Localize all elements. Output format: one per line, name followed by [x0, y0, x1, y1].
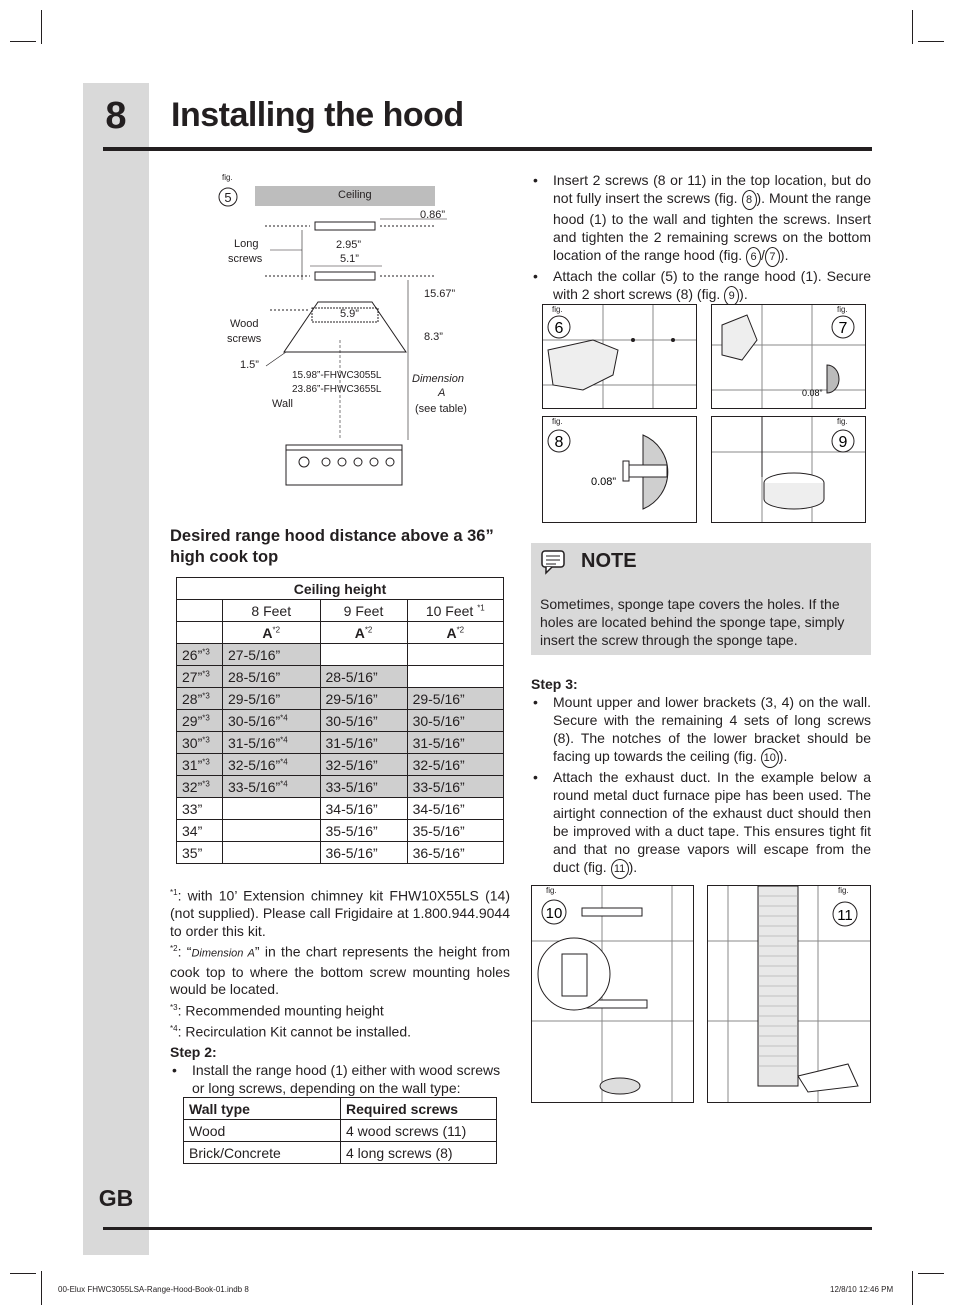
figure-10: fig. 10 [531, 885, 694, 1103]
ceiling-height-caption: Ceiling height [177, 578, 504, 600]
figure-11: fig. 11 [707, 885, 871, 1103]
figure-8: fig. 8 0.08” [542, 416, 697, 523]
figure-7: fig. 7 0.08” [711, 304, 866, 409]
range-table-cell: 36-5/16” [407, 842, 503, 864]
svg-text:7: 7 [838, 320, 848, 337]
note-box [531, 543, 871, 655]
dim-59: 5.9” [340, 308, 359, 320]
range-table-cell: 28”$^{*3}$ [177, 688, 223, 710]
step-3-title: Step 3: [531, 676, 578, 692]
range-table-row [177, 732, 504, 754]
range-table-cell: 31-5/16” [407, 732, 503, 754]
svg-text:9: 9 [838, 434, 848, 451]
dim-83: 8.3” [424, 331, 443, 343]
step-2 [170, 1043, 510, 1097]
step-3 [531, 675, 871, 879]
crop-mark [912, 1271, 913, 1305]
range-table-heading: Desired range hood distance above a 36” high cook top [170, 527, 494, 566]
range-table-row [177, 666, 504, 688]
dimension-label-1: Dimension [412, 373, 464, 385]
footer-rule [103, 1227, 872, 1230]
range-table-cell: 33-5/16” [407, 776, 503, 798]
page-sidebar [83, 83, 149, 1255]
range-table-cell: 35-5/16” [320, 820, 407, 842]
page-title: Installing the hood [171, 96, 464, 134]
crop-mark [10, 41, 36, 42]
wood-screws-label-2: screws [227, 333, 262, 345]
range-table-row [177, 798, 504, 820]
range-table-cell: 33-5/16”$^{*4}$ [223, 776, 321, 798]
range-table-row [177, 754, 504, 776]
footnote-2: $^{*2}$: “Dimension A” in the chart represents the height from cook top to where the bottom screw mounting holes would be located. [170, 944, 511, 998]
range-table-row [177, 710, 504, 732]
range-table-cell: 30”$^{*3}$ [177, 732, 223, 754]
range-table-cell: 30-5/16”$^{*4}$ [223, 710, 321, 732]
range-table-cell: 34” [177, 820, 223, 842]
col-8-feet: 8 Feet [223, 600, 321, 622]
range-table-cell: 29-5/16” [223, 688, 321, 710]
svg-text:8: 8 [554, 434, 564, 451]
long-screws-label-1: Long [234, 238, 259, 250]
chapter-number: 8 [105, 95, 127, 137]
range-table-cell [407, 666, 503, 688]
crop-mark [912, 10, 913, 44]
svg-text:0.08”: 0.08” [591, 476, 617, 488]
range-table-cell: 35” [177, 842, 223, 864]
figure-9: fig. 9 [711, 416, 866, 523]
fig-label: fig. [222, 173, 233, 182]
range-table-cell: 30-5/16” [407, 710, 503, 732]
svg-text:6: 6 [554, 320, 564, 337]
fig-number: 5 [224, 190, 232, 205]
bullet-insert-screws: • Insert 2 screws (8 or 11) in the top location, but do not fully insert the screws (fig. 8 ). Mount the range hood (1) to the wall and tighten the screws. Insert and tighten the 2 remaining screws on the bottom location of the range hood (fig. 6 / 7 ). [531, 171, 871, 267]
range-table-row [177, 776, 504, 798]
dim-15: 1.5” [240, 359, 259, 371]
svg-text:0.08”: 0.08” [802, 388, 823, 398]
range-table-cell [223, 820, 321, 842]
see-table-label: (see table) [415, 403, 467, 415]
right-top-bullets [531, 171, 871, 306]
range-table-cell: 34-5/16” [407, 798, 503, 820]
range-table-cell: 33-5/16” [320, 776, 407, 798]
range-table-cell: 32-5/16”$^{*4}$ [223, 754, 321, 776]
range-table-row [177, 842, 504, 864]
note-title: NOTE [581, 550, 637, 572]
range-table-cell: 31”$^{*3}$ [177, 754, 223, 776]
range-table-cell: 31-5/16” [320, 732, 407, 754]
range-table-cell: 35-5/16” [407, 820, 503, 842]
range-table-cell: 27”$^{*3}$ [177, 666, 223, 688]
footer-file: 00-Elux FHWC3055LSA-Range-Hood-Book-01.indb 8 [58, 1285, 249, 1294]
range-table-cell: 28-5/16” [223, 666, 321, 688]
wood-screws-label-1: Wood [230, 318, 259, 330]
footer-date: 12/8/10 12:46 PM [830, 1285, 894, 1294]
range-table-cell: 31-5/16”$^{*4}$ [223, 732, 321, 754]
range-table-cell: 33” [177, 798, 223, 820]
range-table-cell [320, 644, 407, 666]
dim-086: 0.86” [420, 209, 446, 221]
note-icon [540, 549, 568, 575]
crop-mark [41, 10, 42, 44]
long-screws-label-2: screws [228, 253, 263, 265]
col-9-feet: 9 Feet [320, 600, 407, 622]
range-table-cell: 36-5/16” [320, 842, 407, 864]
range-table-cell: 29”$^{*3}$ [177, 710, 223, 732]
model-1: 15.98”-FHWC3055L [292, 370, 382, 381]
footnote-1: $^{*1}$: with 10’ Extension chimney kit FHW10X55LS (14) (not supplied). Please call Frigidaire at 1.800.944.9044 to order this kit. [170, 887, 510, 939]
dim-1567: 15.67” [424, 288, 456, 300]
step-2-bullet: • Install the range hood (1) either with wood screws or long screws, depending on the wall type: [170, 1061, 510, 1097]
crop-mark [918, 1273, 944, 1274]
note-body: Sometimes, sponge tape covers the holes. If the holes are located behind the sponge tape, simply insert the screw through the sponge tape. [540, 596, 845, 648]
dimension-label-2: A [438, 387, 446, 399]
range-table-cell: 29-5/16” [320, 688, 407, 710]
range-table-cell: 27-5/16” [223, 644, 321, 666]
dim-51: 5.1” [340, 253, 359, 265]
header-rule [103, 147, 872, 151]
footnote-4: $^{*4}$: Recirculation Kit cannot be installed. [170, 1023, 412, 1040]
range-table-cell: 32-5/16” [407, 754, 503, 776]
svg-text:11: 11 [837, 907, 853, 924]
range-table-cell: 32-5/16” [320, 754, 407, 776]
range-table-row [177, 644, 504, 666]
range-table-cell: 28-5/16” [320, 666, 407, 688]
range-table-cell [223, 842, 321, 864]
figure-6: fig. 6 [542, 304, 697, 409]
range-height-table: Ceiling height 8 Feet 9 Feet 10 Feet $^{*1}$ $A^{*2}$ $A^{*2}$ $A^{*2}$ 26”$^{*3}$ 27-5/16” 27”$^{*3}$ 28-5/16” 28-5/16” 28”$^{*3}$ 29-5/16” 29-5/16” 29-5/16” 29”$^{*3}$ 30-5/16”$^{*4}$ 30-5/16” 30-5/16” 30”$^{*3}$ 31-5/16”$^{*4}$ 31-5/16” 31-5/16” 31”$^{*3}$ 32-5/16”$^{*4}$ 32-5/16” 32-5/16” 32”$^{*3}$ 33-5/16”$^{*4}$ 33-5/16” 33-5/16” 33” 34-5/16” 34-5/16” 34” 35-5/16” 35-5/16” 35” 36-5/16” 36-5/16” [176, 577, 504, 864]
bullet-attach-collar: • Attach the collar (5) to the range hood (1). Secure with 2 short screws (8) (fig. 9 ). [531, 267, 871, 306]
range-table-cell: 30-5/16” [320, 710, 407, 732]
lower-bracket [315, 272, 375, 280]
upper-bracket [315, 222, 375, 230]
range-table-row [177, 688, 504, 710]
crop-mark [918, 41, 944, 42]
wall-type-table: Wall type Required screws Wood 4 wood screws (11) Brick/Concrete 4 long screws (8) [183, 1097, 497, 1164]
range-table-cell: 32”$^{*3}$ [177, 776, 223, 798]
crop-mark [41, 1271, 42, 1305]
language-label: GB [98, 1185, 134, 1211]
crop-mark [10, 1273, 36, 1274]
range-table-cell [223, 798, 321, 820]
range-table-cell: 26”$^{*3}$ [177, 644, 223, 666]
range-table-cell: 29-5/16” [407, 688, 503, 710]
wall-label: Wall [272, 398, 293, 410]
model-2: 23.86”-FHWC3655L [292, 384, 382, 395]
ceiling-label: Ceiling [338, 189, 372, 201]
footnote-3: $^{*3}$: Recommended mounting height [170, 1002, 384, 1019]
footnotes [170, 884, 510, 1041]
step-3-bullet-1: • Mount upper and lower brackets (3, 4) on the wall. Secure with the remaining 4 sets of long screws (8). The notches of the lower bracket should be facing up towards the ceiling (fig. 10 ). [531, 693, 871, 768]
svg-text:10: 10 [545, 905, 563, 922]
col-10-feet: 10 Feet $^{*1}$ [407, 600, 503, 622]
step-3-bullet-2: • Attach the exhaust duct. In the example below a round metal duct furnace pipe has been used. The airtight connection of the exhaust duct should then be improved with a duct tape. This ensures tight fit and that no grease vapors will escape from the duct (fig. 11 ). [531, 768, 871, 879]
dim-295: 2.95” [336, 239, 362, 251]
step-2-title: Step 2: [170, 1044, 217, 1060]
range-table-row [177, 820, 504, 842]
range-table-cell [407, 644, 503, 666]
installation-diagram [210, 170, 480, 490]
range-table-cell: 34-5/16” [320, 798, 407, 820]
